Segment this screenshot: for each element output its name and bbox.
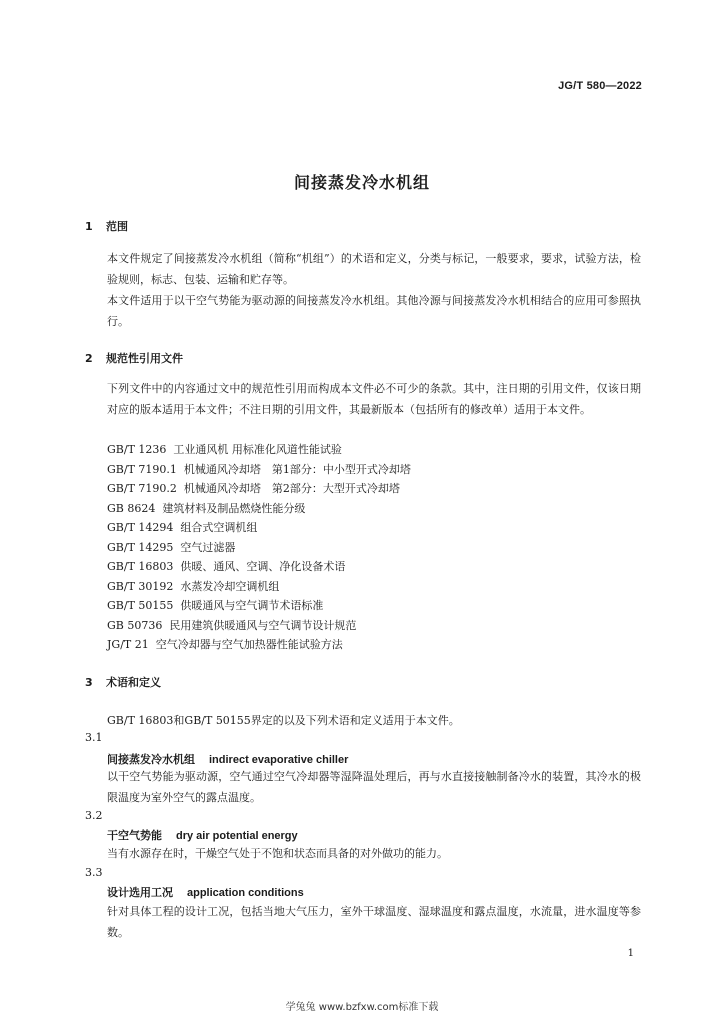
reference-item: [107, 499, 411, 519]
reference-code: GB/T 14295: [107, 540, 174, 554]
reference-item: [107, 440, 411, 460]
reference-item: [107, 557, 411, 577]
section-number: 2: [85, 352, 93, 365]
reference-title: 机械通风冷却塔 第1部分：中小型开式冷却塔: [183, 462, 411, 476]
reference-item: [107, 538, 411, 558]
reference-title: 空气过滤器: [180, 540, 236, 554]
reference-code: GB/T 30192: [107, 579, 174, 593]
reference-code: GB/T 1236: [107, 443, 167, 456]
paragraph: 以干空气势能为驱动源，空气通过空气冷却器等湿降温处理后，再与水直接接触制备冷水的装置，其冷水的极限温度为室外空气的露点温度。: [107, 770, 641, 804]
paragraph: 下列文件中的内容通过文中的规范性引用而构成本文件必不可少的条款。其中，注日期的引用文件，仅该日期对应的版本适用于本文件；不注日期的引用文件，其最新版本（包括所有的修改单）适用于本文件。: [107, 382, 641, 416]
section-number: 3: [85, 676, 93, 689]
paragraph: 本文件适用于以干空气势能为驱动源的间接蒸发冷水机组。其他冷源与间接蒸发冷水机相结合的应用可参照执行。: [107, 294, 641, 328]
reference-code: GB/T 50155: [107, 599, 174, 612]
term-name-zh: 间接蒸发冷水机组: [107, 753, 195, 766]
reference-title: 民用建筑供暖通风与空气调节设计规范: [169, 618, 357, 632]
reference-title: 供暖通风与空气调节术语标准: [180, 599, 324, 612]
reference-title: 空气冷却器与空气加热器性能试验方法: [155, 638, 343, 651]
reference-code: GB/T 14294: [107, 521, 174, 534]
term-definition: [85, 843, 641, 864]
reference-item: [107, 635, 411, 655]
reference-item: [107, 518, 411, 538]
term-name: [107, 827, 298, 843]
reference-code: GB/T 7190.1: [107, 462, 177, 476]
reference-item: [107, 577, 411, 597]
reference-title: 机械通风冷却塔 第2部分：大型开式冷却塔: [183, 482, 400, 495]
section-title: 范围: [106, 220, 128, 233]
term-name-zh: 设计选用工况: [107, 886, 173, 899]
term-number: 3.1: [85, 731, 103, 744]
reference-title: 工业通风机 用标准化风道性能试验: [173, 443, 342, 456]
term-name-en: application conditions: [187, 887, 304, 899]
term-number: 3.2: [85, 809, 103, 822]
standard-number: JG/T 580—2022: [558, 80, 642, 92]
reference-code: GB 8624: [107, 501, 156, 515]
term-name: [107, 751, 348, 767]
section-title: 规范性引用文件: [106, 352, 183, 365]
term-definition: [85, 901, 641, 943]
term-name: [107, 884, 304, 900]
reference-code: GB/T 16803: [107, 560, 174, 573]
reference-item: [107, 460, 411, 480]
reference-item: [107, 596, 411, 616]
reference-title: 组合式空调机组: [180, 521, 258, 534]
paragraph: 当有水源存在时，干燥空气处于不饱和状态而具备的对外做功的能力。: [107, 847, 448, 860]
terms-intro: GB/T 16803和GB/T 50155界定的以及下列术语和定义适用于本文件。: [107, 714, 460, 727]
reference-title: 供暖、通风、空调、净化设备术语: [180, 560, 346, 573]
section-3-heading: [85, 674, 161, 690]
section-1-heading: [85, 218, 128, 234]
scope-text: [85, 248, 641, 332]
reference-code: GB/T 7190.2: [107, 482, 177, 495]
reference-item: [107, 616, 411, 636]
section-title: 术语和定义: [106, 676, 161, 689]
term-name-en: dry air potential energy: [176, 830, 298, 842]
page-number: 1: [627, 948, 634, 959]
term-number: 3.3: [85, 866, 103, 879]
normative-references-list: [107, 440, 411, 655]
term-definition: [85, 766, 641, 808]
term-name-en: indirect evaporative chiller: [209, 754, 349, 766]
paragraph: 本文件规定了间接蒸发冷水机组（简称“机组”）的术语和定义，分类与标记，一般要求，要求，试验方法，检验规则，标志、包装、运输和贮存等。: [107, 252, 641, 286]
document-title: 间接蒸发冷水机组: [293, 173, 430, 192]
reference-item: [107, 479, 411, 499]
reference-code: JG/T 21: [107, 638, 149, 651]
reference-title: 建筑材料及制品燃烧性能分级: [162, 501, 306, 515]
section-2-heading: [85, 350, 183, 366]
section-number: 1: [85, 220, 93, 233]
reference-code: GB 50736: [107, 618, 163, 632]
term-name-zh: 干空气势能: [107, 829, 162, 842]
paragraph: 针对具体工程的设计工况，包括当地大气压力，室外干球温度、湿球温度和露点温度，水流量，进水温度等参数。: [107, 905, 641, 939]
reference-title: 水蒸发冷却空调机组: [180, 579, 280, 593]
footer-watermark: 学兔兔 www.bzfxw.com标准下载: [285, 1002, 439, 1013]
references-intro: [85, 378, 641, 420]
